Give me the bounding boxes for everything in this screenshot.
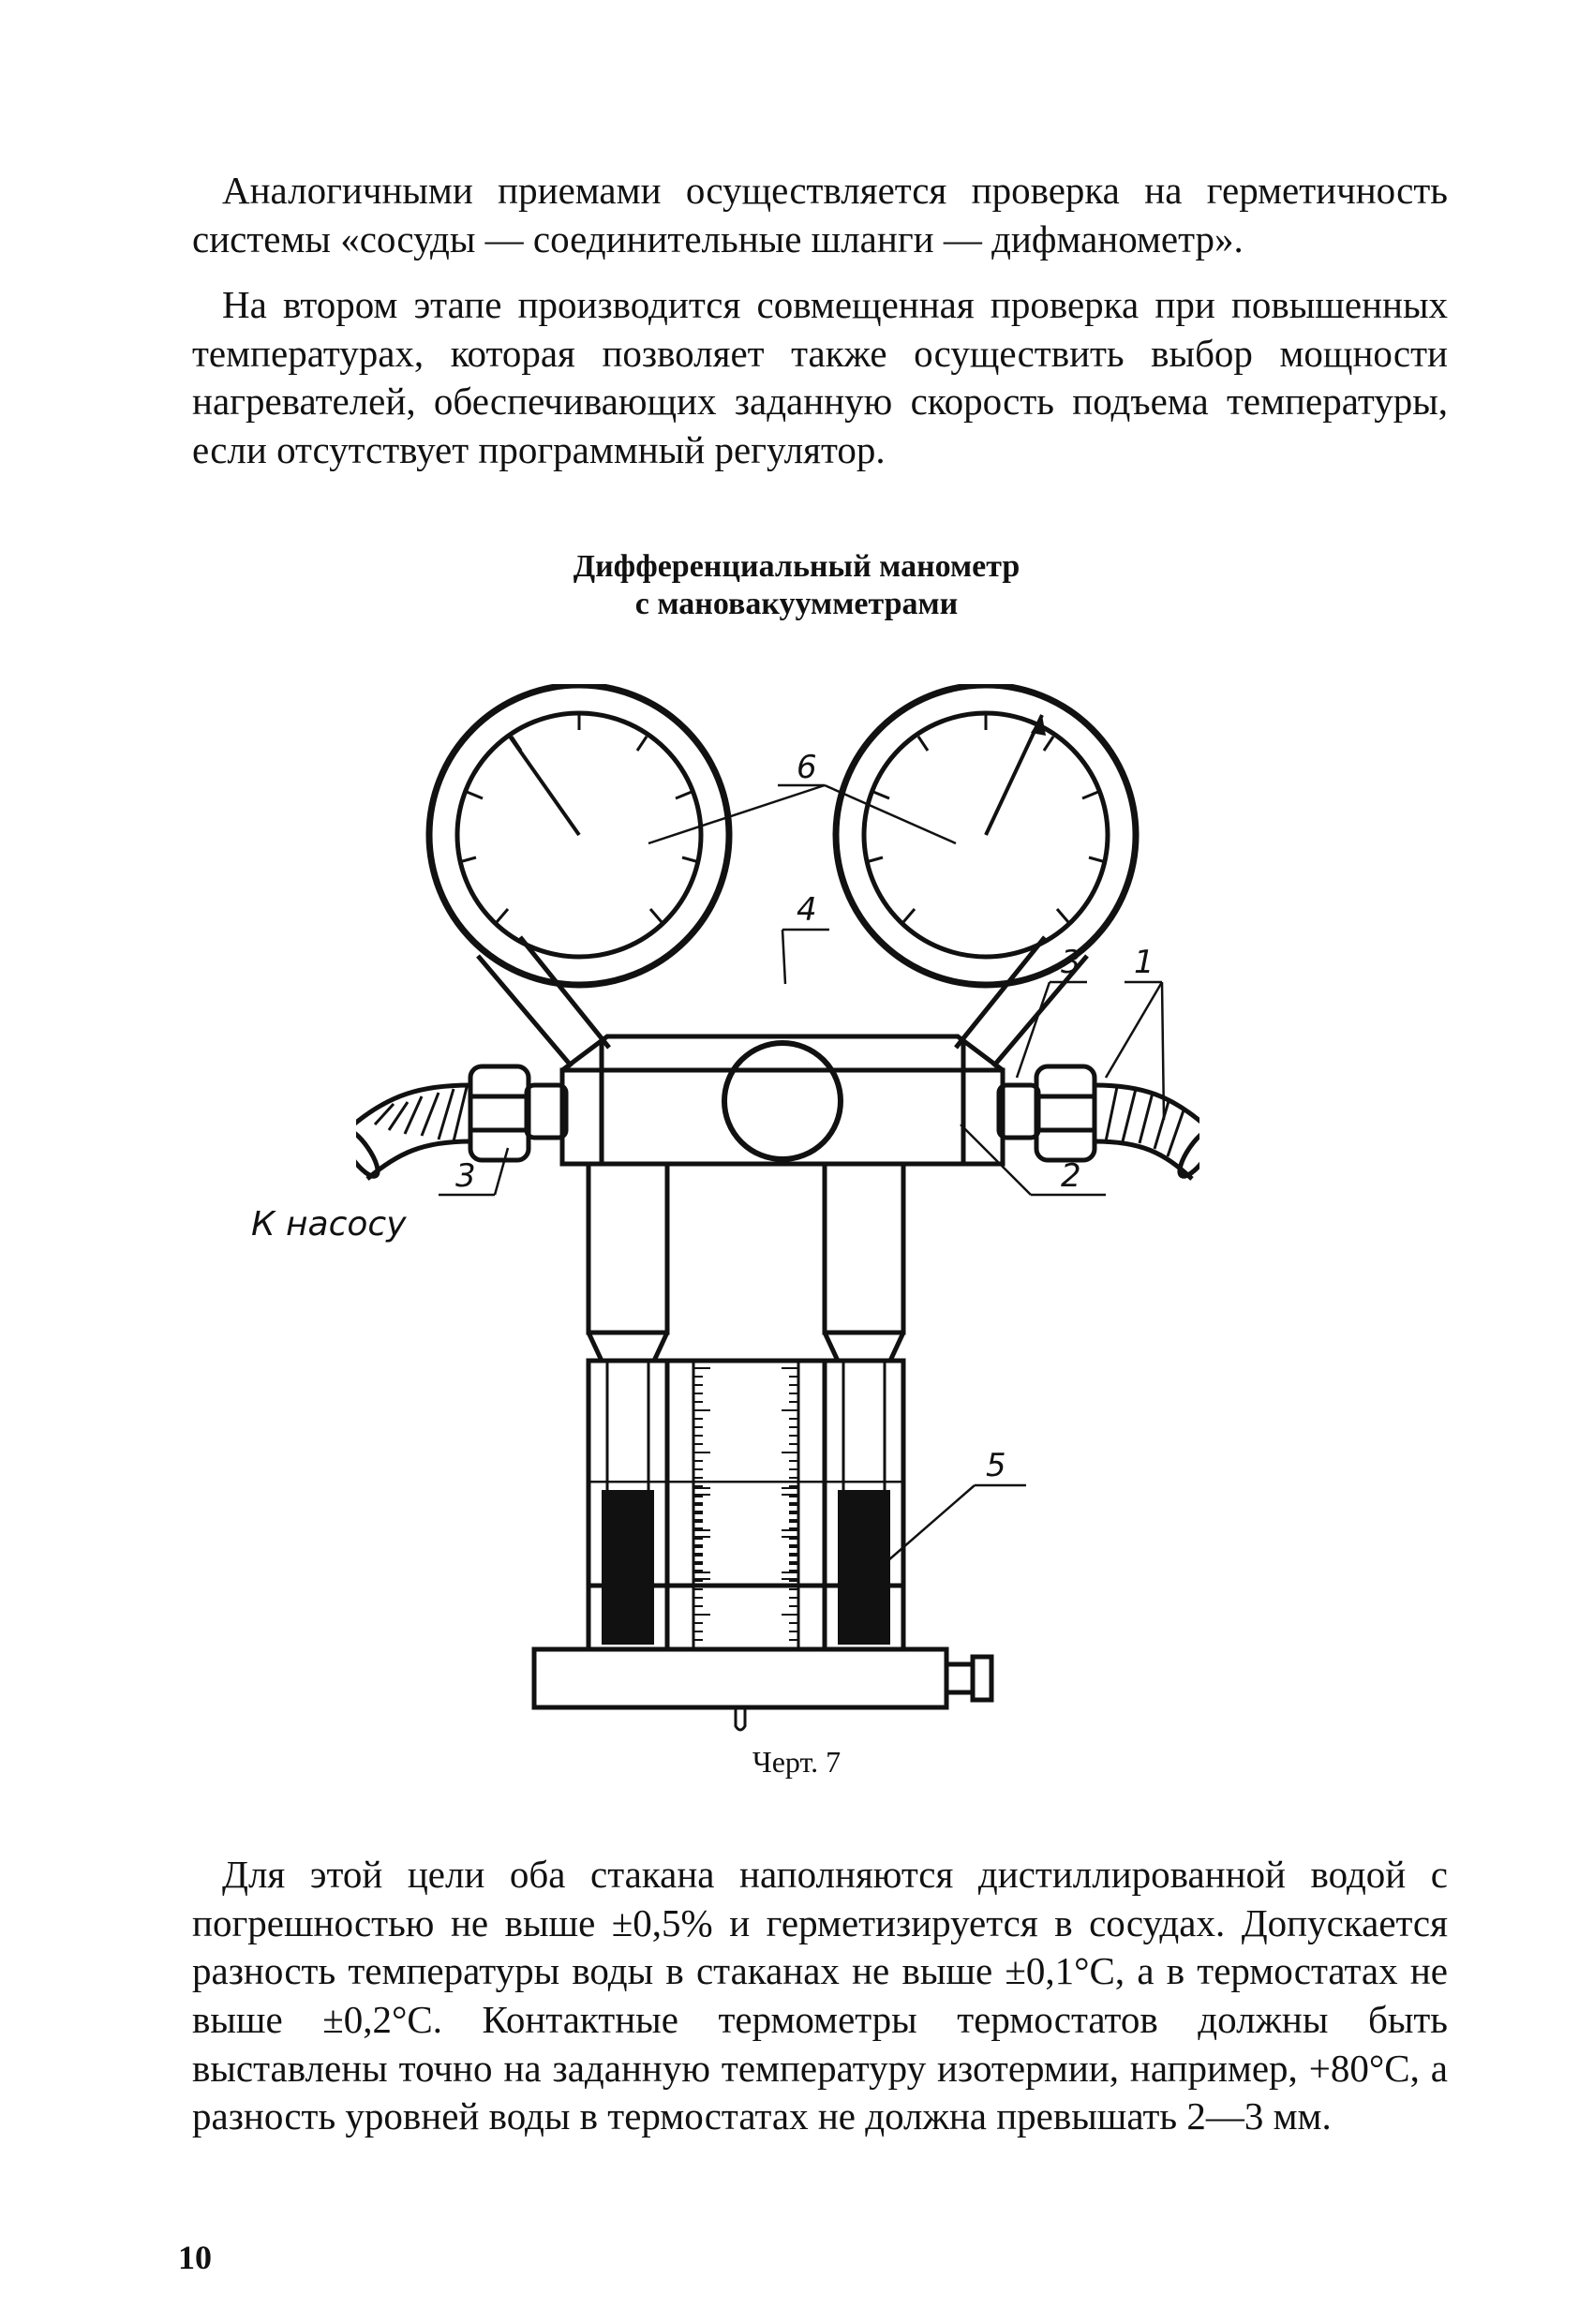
paragraph-3-text: Для этой цели оба стакана наполняются дистиллированной водой с погрешностью не выше ±0,5% и герметизируется в сосудах. Допускается разность температуры воды в стаканах не выше ±0,1°С, а в термостатах не выше ±0,2°С. Контактные термометры термостатов должны быть выставлены точно на заданную температуру изотермии, например, +80°С, а разность уровней воды в термостатах не должна превышать 2—3 мм. bbox=[192, 1853, 1448, 2138]
label-4: 4 bbox=[797, 891, 817, 929]
paragraph-2 bbox=[192, 281, 1448, 475]
paragraph-3 bbox=[192, 1851, 1448, 2141]
label-6: 6 bbox=[797, 749, 817, 786]
paragraph-1-text: Аналогичными приемами осуществляется проверка на герметичность системы «сосуды — соединительные шланги — дифманометр». bbox=[192, 169, 1448, 261]
pump-label: К насосу bbox=[251, 1205, 407, 1244]
label-5: 5 bbox=[986, 1447, 1006, 1484]
figure-title bbox=[375, 548, 1218, 623]
label-2: 2 bbox=[1061, 1157, 1081, 1195]
paragraph-1 bbox=[192, 167, 1448, 263]
label-3-left: 3 bbox=[455, 1157, 476, 1195]
paragraph-2-text: На втором этапе производится совмещенная проверка при повышенных температурах, которая позволяет также осуществить выбор мощности нагревателей, обеспечивающих заданную скорость подъема температуры, если отсутствует программный регулятор. bbox=[192, 283, 1448, 471]
figure-title-line-2: с мановакуумметрами bbox=[634, 587, 959, 622]
label-1: 1 bbox=[1134, 944, 1155, 981]
figure-caption: Черт. 7 bbox=[752, 1745, 842, 1779]
page-number: 10 bbox=[178, 2239, 212, 2276]
label-3-right: 3 bbox=[1061, 944, 1081, 981]
figure-title-line-1: Дифференциальный манометр bbox=[573, 549, 1020, 584]
drawing-labels bbox=[251, 684, 1199, 1734]
